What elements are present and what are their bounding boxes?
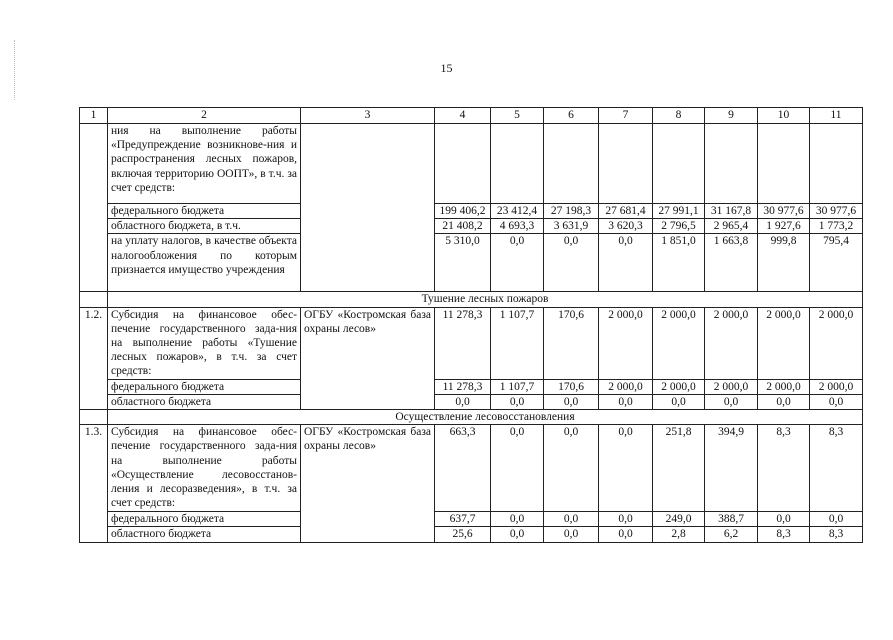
row-description: ния на выполнение работы «Предупреждение возникнове-ния и распространения лесных пожаров, включая территорию ООПТ», в т.ч. за счет средств: [108,124,301,204]
value-cell: 0,0 [599,512,653,527]
value-cell: 0,0 [758,512,810,527]
row-label: областного бюджета, в т.ч. [108,219,301,234]
value-cell: 2 000,0 [653,379,705,394]
value-cell: 2 796,5 [653,219,705,234]
header-cell: 1 [80,108,108,124]
budget-table [79,107,863,543]
table-row [80,425,863,512]
value-cell: 30 977,6 [810,204,863,219]
value-cell: 30 977,6 [758,204,810,219]
value-cell: 0,0 [705,394,758,409]
blank-cell [80,292,108,307]
table-row [80,204,863,219]
value-cell: 2 000,0 [758,379,810,394]
value-cell: 2 000,0 [810,379,863,394]
header-cell: 10 [758,108,810,124]
value-cell: 0,0 [758,394,810,409]
row-label: на уплату налогов, в качестве объекта налогообложения по которым признается имущество учреждения [108,234,301,292]
row-label: областного бюджета [108,527,301,542]
header-cell: 2 [108,108,301,124]
value-cell: 0,0 [599,234,653,292]
value-cell: 27 681,4 [599,204,653,219]
value-cell: 31 167,8 [705,204,758,219]
header-cell: 11 [810,108,863,124]
value-cell: 2 000,0 [599,379,653,394]
value-cell: 27 198,3 [544,204,599,219]
value-cell: 394,9 [705,425,758,512]
value-cell: 0,0 [544,425,599,512]
value-cell: 8,3 [810,425,863,512]
value-cell: 2 000,0 [705,307,758,379]
table-row [80,124,863,204]
value-cell: 0,0 [810,394,863,409]
value-cell: 3 631,9 [544,219,599,234]
row-label: областного бюджета [108,394,301,409]
table-header-row [80,108,863,124]
table-row [80,234,863,292]
row-label: федерального бюджета [108,512,301,527]
value-cell: 0,0 [491,527,544,542]
value-cell: 2,8 [653,527,705,542]
value-cell: 0,0 [599,527,653,542]
value-cell: 795,4 [810,234,863,292]
row-number-cell [80,124,108,292]
row-number-cell: 1.3. [80,425,108,542]
header-cell: 5 [491,108,544,124]
value-cell: 249,0 [653,512,705,527]
row-label: федерального бюджета [108,379,301,394]
header-cell: 9 [705,108,758,124]
value-cell: 8,3 [810,527,863,542]
value-cell: 8,3 [758,527,810,542]
table-row [80,307,863,379]
table-row [80,219,863,234]
header-cell: 7 [599,108,653,124]
table-row [80,394,863,409]
header-cell: 6 [544,108,599,124]
value-cell: 27 991,1 [653,204,705,219]
header-cell: 3 [301,108,435,124]
value-cell: 2 000,0 [758,307,810,379]
value-cell: 23 412,4 [491,204,544,219]
value-cell: 1 927,6 [758,219,810,234]
value-cell: 0,0 [544,527,599,542]
section-heading: Тушение лесных пожаров [108,292,863,307]
value-cell: 0,0 [544,234,599,292]
value-cell: 637,7 [435,512,491,527]
value-cell: 0,0 [653,394,705,409]
table-row [80,379,863,394]
row-number-cell: 1.2. [80,307,108,409]
value-cell: 5 310,0 [435,234,491,292]
value-cell: 251,8 [653,425,705,512]
value-cell: 0,0 [599,425,653,512]
value-cell: 0,0 [491,425,544,512]
value-cell: 0,0 [810,512,863,527]
value-cell: 2 000,0 [705,379,758,394]
executor-cell: ОГБУ «Костромская база охраны лесов» [301,307,435,409]
value-cell: 1 773,2 [810,219,863,234]
value-cell: 11 278,3 [435,307,491,379]
value-cell: 8,3 [758,425,810,512]
section-heading-row [80,292,863,307]
value-cell: 0,0 [491,234,544,292]
value-cell: 170,6 [544,307,599,379]
value-cell: 999,8 [758,234,810,292]
value-cell: 3 620,3 [599,219,653,234]
section-heading: Осуществление лесовосстановления [108,410,863,425]
row-description: Субсидия на финансовое обес-печение государственного зада-ния на выполнение работы «Осуществление лесовосстанов-ления и лесоразведения», в т.ч. за счет средств: [108,425,301,512]
value-cell: 0,0 [491,512,544,527]
blank-cell [80,410,108,425]
value-cell: 199 406,2 [435,204,491,219]
value-cell: 170,6 [544,379,599,394]
value-cell: 1 107,7 [491,379,544,394]
value-cell: 0,0 [544,394,599,409]
value-cell: 2 000,0 [599,307,653,379]
header-cell: 8 [653,108,705,124]
page-number: 15 [440,61,453,75]
row-label: федерального бюджета [108,204,301,219]
table-row [80,512,863,527]
value-cell: 2 000,0 [653,307,705,379]
value-cell: 6,2 [705,527,758,542]
value-cell: 4 693,3 [491,219,544,234]
value-cell: 2 965,4 [705,219,758,234]
value-cell: 11 278,3 [435,379,491,394]
value-cell: 1 851,0 [653,234,705,292]
table-row [80,527,863,542]
header-cell: 4 [435,108,491,124]
value-cell: 1 663,8 [705,234,758,292]
section-heading-row [80,410,863,425]
value-cell: 21 408,2 [435,219,491,234]
value-cell: 25,6 [435,527,491,542]
value-cell: 0,0 [544,512,599,527]
executor-cell [301,124,435,292]
value-cell: 663,3 [435,425,491,512]
value-cell: 0,0 [435,394,491,409]
value-cell: 388,7 [705,512,758,527]
value-cell: 2 000,0 [810,307,863,379]
value-cell: 0,0 [491,394,544,409]
value-cell: 0,0 [599,394,653,409]
value-cell: 1 107,7 [491,307,544,379]
executor-cell: ОГБУ «Костромская база охраны лесов» [301,425,435,542]
row-description: Субсидия на финансовое обес-печение государственного зада-ния на выполнение работы «Тушение лесных пожаров», в т.ч. за счет средств: [108,307,301,379]
